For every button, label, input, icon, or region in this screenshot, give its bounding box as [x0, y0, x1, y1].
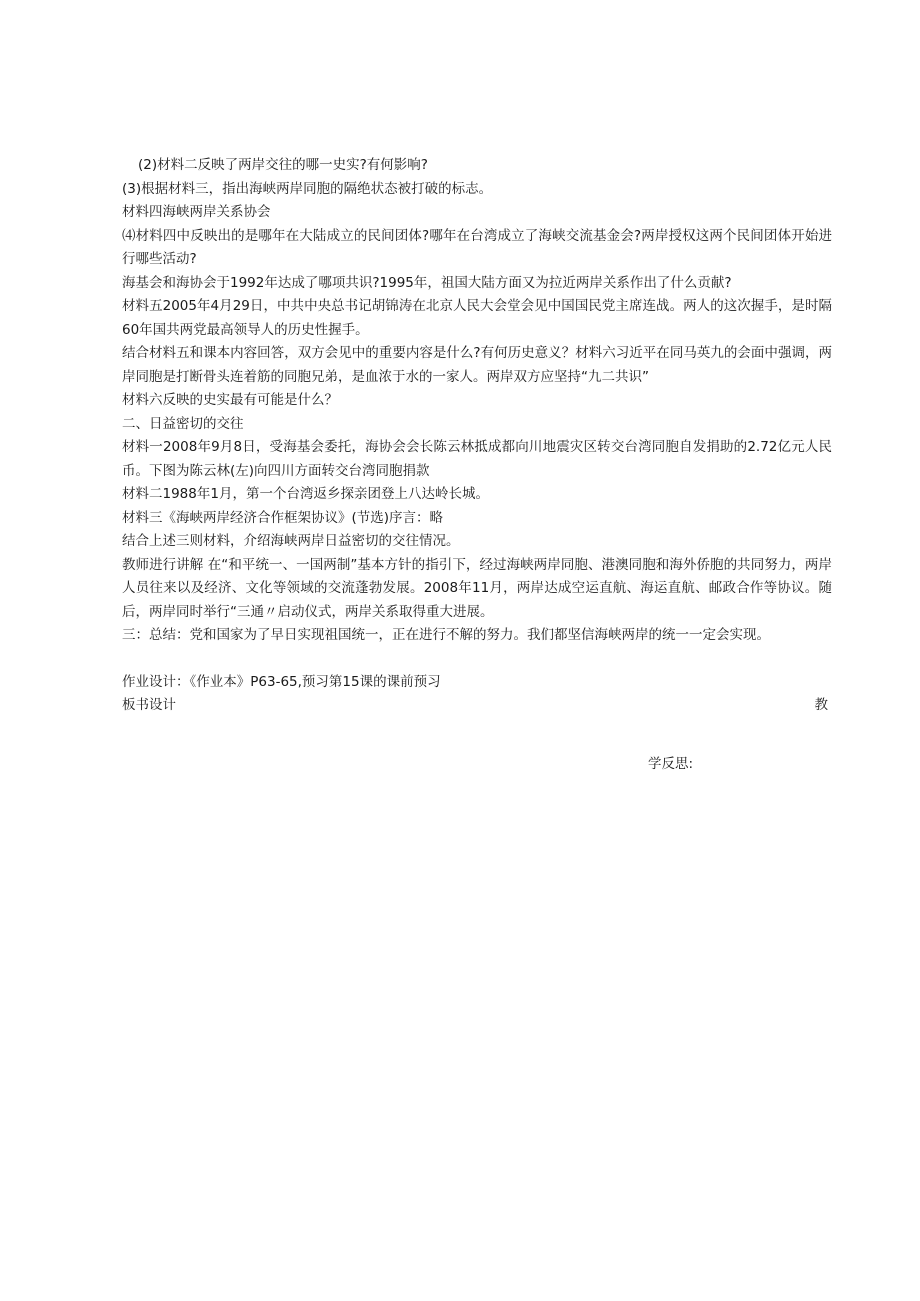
reflection-label-part2: 学反思:: [648, 756, 694, 772]
question-3: (3)根据材料三，指出海峡两岸同胞的隔绝状态被打破的标志。: [122, 180, 493, 197]
teacher-explanation: 教师进行讲解 在“和平统一、一国两制”基本方针的指引下，经过海峡两岸同胞、港澳同胞和海外侨胞的共同努力，两岸人员往来以及经济、文化等领域的交流蓬勃发展。2008年11月，两岸达成空运直航、海运直航、邮政合作等协议。随后，两岸同时举行“三通〃启动仪式，两岸关系取得重大进展。: [122, 556, 832, 620]
material-2-section-2: 材料二1988年1月，第一个台湾返乡探亲团登上八达岭长城。: [122, 486, 489, 502]
homework-line: 作业设计：《作业本》P63-65,预习第15课的课前预习: [122, 673, 441, 690]
spacer: [122, 648, 832, 671]
question-5-material-6: 结合材料五和课本内容回答，双方会见中的重要内容是什么?有何历史意义？材料六习近平在同马英九的会面中强调，两岸同胞是打断骨头连着筋的同胞兄弟，是血浓于水的一家人。两岸双方应坚持“九二共识”: [122, 345, 832, 385]
question-6: 材料六反映的史实最有可能是什么？: [122, 392, 338, 408]
material-3-section-2: 材料三《海峡两岸经济合作框架协议》(节选)序言：略: [122, 509, 444, 526]
material-1-section-2: 材料一2008年9月8日，受海基会委托，海协会会长陈云林抵成都向川地震灾区转交台湾同胞自发捐助的2.72亿元人民币。下图为陈云林(左)向四川方面转交台湾同胞捐款: [122, 439, 832, 479]
material-5: 材料五2005年4月29日，中共中央总书记胡锦涛在北京人民大会堂会见中国国民党主席连战。两人的这次握手，是时隔60年国共两党最高领导人的历史性握手。: [122, 298, 832, 338]
material-4-title: 材料四海峡两岸关系协会: [122, 204, 271, 220]
board-design-row: [122, 694, 832, 718]
question-2: (2)材料二反映了两岸交往的哪一史实?有何影响?: [138, 157, 428, 173]
section-2-heading: 二、日益密切的交往: [122, 415, 244, 432]
reflection-label-part1: 教: [814, 697, 828, 713]
question-consensus: 海基会和海协会于1992年达成了哪项共识?1995年，祖国大陆方面又为拉近两岸关系作出了什么贡献?: [122, 274, 732, 291]
question-section-2: 结合上述三则材料，介绍海峡两岸日益密切的交往情况。: [122, 533, 460, 549]
question-4: ⑷材料四中反映出的是哪年在大陆成立的民间团体?哪年在台湾成立了海峡交流基金会?两岸授权这两个民间团体开始进行哪些活动?: [122, 227, 832, 267]
board-design-label: 板书设计: [122, 697, 176, 713]
summary: 三：总结：党和国家为了早日实现祖国统一，正在进行不解的努力。我们都坚信海峡两岸的统一一定会实现。: [122, 627, 770, 643]
document-body: [122, 154, 832, 718]
